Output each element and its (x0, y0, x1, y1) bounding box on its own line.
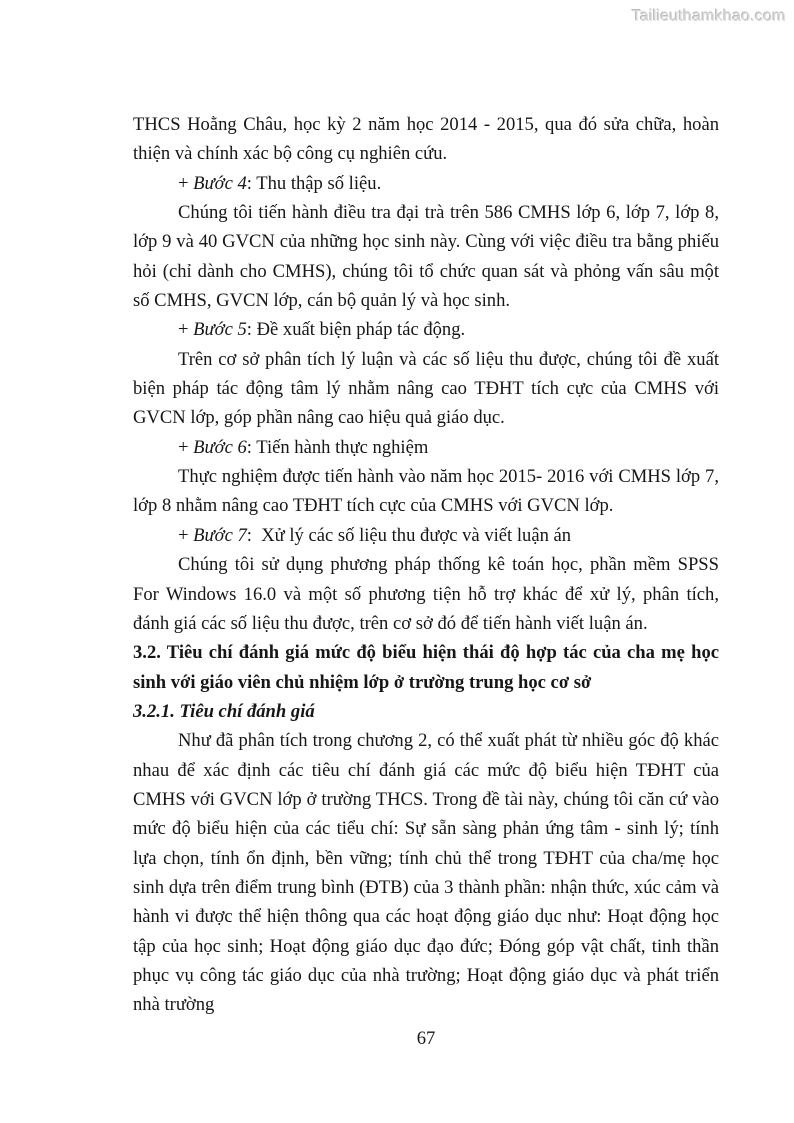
paragraph (133, 462, 719, 521)
text-run: 3.2. Tiêu chí đánh giá mức độ biểu hiện thái độ hợp tác của cha mẹ học sinh với giáo viên chủ nhiệm lớp ở trường trung học cơ sở (133, 642, 719, 693)
text-run: Chúng tôi tiến hành điều tra đại trà trên 586 CMHS lớp 6, lớp 7, lớp 8, lớp 9 và 40 GVCN của những học sinh này. Cùng với việc điều tra bằng phiếu hỏi (chỉ dành cho CMHS), chúng tôi tổ chức quan sát và phỏng vấn sâu một số CMHS, GVCN lớp, cán bộ quản lý và học sinh. (133, 202, 719, 312)
step-line (133, 315, 719, 344)
text-run: + (178, 172, 194, 194)
text-run: : Thu thập số liệu. (246, 172, 382, 194)
paragraph (133, 726, 719, 1019)
text-run: 3.2.1. Tiêu chí đánh giá (133, 700, 315, 722)
paragraph (133, 345, 719, 433)
text-run: Thực nghiệm được tiến hành vào năm học 2015- 2016 với CMHS lớp 7, lớp 8 nhằm nâng cao TĐHT tích cực của CMHS với GVCN lớp. (133, 466, 719, 517)
text-run: Như đã phân tích trong chương 2, có thể xuất phát từ nhiều góc độ khác nhau để xác định các tiêu chí đánh giá các mức độ biểu hiện TĐHT của CMHS với GVCN lớp ở trường THCS. Trong đề tài này, chúng tôi căn cứ vào mức độ biểu hiện của các tiểu chí: Sự sẵn sàng phản ứng tâm - sinh lý; tính lựa chọn, tính ổn định, bền vững; tính chủ thể trong TĐHT của cha/mẹ học sinh dựa trên điểm trung bình (ĐTB) của 3 thành phần: nhận thức, xúc cảm và hành vi được thể hiện thông qua các hoạt động giáo dục như: Hoạt động học tập của học sinh; Hoạt động giáo dục đạo đức; Đóng góp vật chất, tinh thần phục vụ công tác giáo dục của nhà trường; Hoạt động giáo dục và phát triển nhà trường (133, 730, 719, 1016)
step-line (133, 433, 719, 462)
text-run: : Tiến hành thực nghiệm (246, 436, 429, 458)
text-run: : Xử lý các số liệu thu được và viết luận án (246, 524, 572, 546)
step-line (133, 521, 719, 550)
subsection-heading (133, 697, 719, 726)
paragraph (133, 198, 719, 315)
text-run: Bước 5 (193, 319, 247, 341)
page-number: 67 (416, 1028, 436, 1049)
text-run: THCS Hoằng Châu, học kỳ 2 năm học 2014 - 2015, qua đó sửa chữa, hoàn thiện và chính xác bộ công cụ nghiên cứu. (133, 114, 719, 165)
text-run: : Đề xuất biện pháp tác động. (246, 319, 466, 341)
text-run: Bước 6 (193, 436, 247, 458)
text-run: + (178, 436, 194, 458)
watermark-text: Tailieuthamkhao.com (631, 8, 786, 25)
paragraph (133, 110, 719, 169)
step-line (133, 169, 719, 198)
section-heading (133, 638, 719, 697)
text-run: Bước 4 (193, 172, 247, 194)
text-run: Bước 7 (193, 524, 247, 546)
paragraph (133, 550, 719, 638)
text-run: Chúng tôi sử dụng phương pháp thống kê toán học, phần mềm SPSS For Windows 16.0 và một số phương tiện hỗ trợ khác để xử lý, phân tích, đánh giá các số liệu thu được, trên cơ sở đó để tiến hành viết luận án. (133, 554, 719, 634)
text-run: + (178, 524, 194, 546)
document-body (133, 110, 719, 1020)
text-run: Trên cơ sở phân tích lý luận và các số liệu thu được, chúng tôi đề xuất biện pháp tác động tâm lý nhằm nâng cao TĐHT tích cực của CMHS với GVCN lớp, góp phần nâng cao hiệu quả giáo dục. (133, 348, 719, 429)
text-run: + (178, 319, 194, 341)
